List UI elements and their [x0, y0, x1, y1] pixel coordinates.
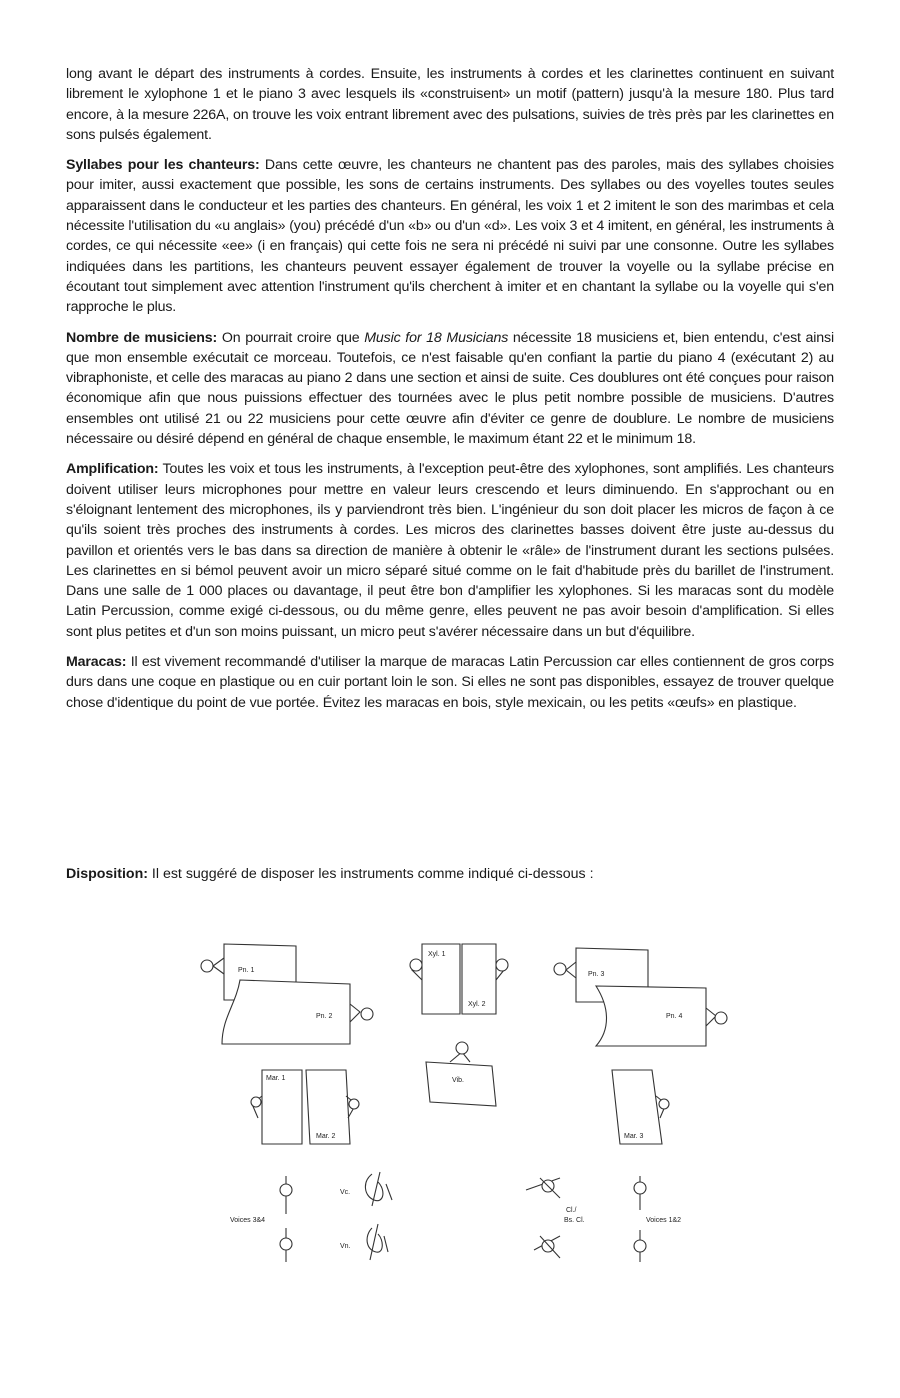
piano-2-label: Pn. 2: [316, 1013, 333, 1020]
clarinet-label: Cl./: [566, 1207, 577, 1214]
maracas-2-label: Mar. 2: [316, 1133, 336, 1140]
work-title: Music for 18 Musicians: [364, 329, 509, 346]
xylophone-1-label: Xyl. 1: [428, 951, 446, 958]
voices-3-4-label: Voices 3&4: [230, 1217, 266, 1224]
xylophone-1: [410, 944, 460, 1014]
piano-4-label: Pn. 4: [666, 1013, 683, 1020]
voices-1-2-label: Voices 1&2: [646, 1217, 682, 1224]
clarinets: [526, 1178, 585, 1258]
piano-3-label: Pn. 3: [588, 971, 605, 978]
vibraphone-label: Vib.: [452, 1077, 464, 1084]
paragraph-text: Dans cette œuvre, les chanteurs ne chantent pas des paroles, mais des syllabes choisies pour imiter, aussi exactement que possible, les sons de certains instruments. Des syllabes ou des voyelles toutes seules apparaissent dans le conducteur et les parties des chanteurs. En général, les voix 1 et 2 imitent le son des marimbas et cela nécessite l'utilisation du «u anglais» (you) précédé d'un «b» ou d'un «d». Les voix 3 et 4 imitent, en général, les instruments à cordes, ce qui nécessite «ee» (i en français) qui cette fois ne sera ni précédé ni suivi par une consonne. Outre les syllabes indiquées dans les partitions, les chanteurs peuvent essayer également de trouver la voyelle ou la syllabe précise en écoutant tout simplement avec attention l'instrument qu'ils cherchent à imiter et en chantant la syllabe ou la voyelle qui s'en rapproche le plus.: [66, 157, 834, 316]
vibraphone: [426, 1042, 496, 1106]
xylophone-2-label: Xyl. 2: [468, 1001, 486, 1008]
piano-1-label: Pn. 1: [238, 967, 255, 974]
section-heading-syllabes: Syllabes pour les chanteurs:: [66, 157, 260, 174]
maracas-2: [306, 1070, 359, 1144]
voices-1-2: [634, 1176, 681, 1262]
paragraph-text: Toutes les voix et tous les instruments, à l'exception peut-être des xylophones, sont amplifiés. Les chanteurs doivent utiliser leurs microphones pour mettre en valeur leurs crescendo et leurs diminuendo. En s'approchant ou en s'éloignant lentement des microphones, ils y parviendront très bien. L'ingénieur du son doit placer les micros de façon à ce qu'ils soient très proches des instruments à cordes. Les micros des clarinettes basses doivent être juste au-dessus du pavillon et orientés vers le bas dans sa direction de manière à obtenir le «râle» de l'instrument durant les sections pulsées. Les clarinettes en si bémol peuvent avoir un micro séparé situé comme on le fait d'habitude près du barillet de l'instrument. Dans une salle de 1 000 places ou davantage, il peut être bon d'amplifier les xylophones. Si les maracas sont du modèle Latin Percussion, comme exigé ci-dessous, ou du même genre, elles peuvent ne pas avoir besoin d'amplification. Si elles sont plus petites et d'un son moins puissant, un micro peut s'avérer nécessaire dans un but d'équilibre.: [66, 461, 834, 640]
xylophone-2: [462, 944, 508, 1014]
maracas-3-label: Mar. 3: [624, 1133, 644, 1140]
paragraph-text: long avant le départ des instruments à cordes. Ensuite, les instruments à cordes et les clarinettes continuent en suivant librement le xylophone 1 et le piano 3 avec lesquels ils «construisent» un motif (pattern) jusqu'à la mesure 180. Plus tard encore, à la mesure 226A, on trouve les voix entrant librement avec des pulsations, suivies de très près par les clarinettes en sons pulsés également.: [66, 66, 834, 143]
maracas-3: [612, 1070, 669, 1144]
section-heading-disposition: Disposition:: [66, 866, 148, 882]
violin: [340, 1224, 388, 1260]
violin-label: Vn.: [340, 1243, 351, 1250]
maracas-1: [251, 1070, 302, 1144]
bass-clarinet-label: Bs. Cl.: [564, 1217, 585, 1224]
piano-2: [222, 980, 373, 1044]
maracas-1-label: Mar. 1: [266, 1075, 286, 1082]
paragraph-text: On pourrait croire que: [217, 329, 365, 346]
section-heading-nombre: Nombre de musiciens:: [66, 329, 218, 346]
paragraph-text: nécessite 18 musiciens et, bien entendu, c'est ainsi que mon ensemble exécutait ce morceau. Toutefois, ce n'est faisable qu'en confiant la partie du piano 4 (exécutant 2) au vibraphoniste, et celle des maracas au piano 2 dans une section et ainsi de suite. Ces doublures ont été conçues pour raison économique afin que nous puissions effectuer des tournées avec le plus petit nombre possible de musiciens. D'autres ensembles ont utilisé 21 ou 22 musiciens pour cette œuvre afin d'éviter ce genre de doublure. Le nombre de musiciens nécessaire ou désiré dépend en général de chaque ensemble, le maximum étant 22 et le minimum 18.: [66, 329, 834, 448]
piano-4: [596, 986, 727, 1046]
section-heading-maracas: Maracas:: [66, 654, 127, 671]
cello: [340, 1172, 392, 1206]
section-heading-amplification: Amplification:: [66, 461, 159, 478]
paragraph-text: Il est suggéré de disposer les instruments comme indiqué ci-dessous :: [147, 866, 594, 882]
cello-label: Vc.: [340, 1189, 351, 1196]
voices-3-4: [230, 1176, 292, 1262]
paragraph-text: Il est vivement recommandé d'utiliser la marque de maracas Latin Percussion car elles contiennent de gros corps durs dans une coque en plastique ou en cuir portant loin le son. Si elles ne sont pas disponibles, essayez de trouver quelque chose d'identique du point de vue portée. Évitez les maracas en bois, style mexicain, ou les petits «œufs» en plastique.: [66, 654, 834, 711]
